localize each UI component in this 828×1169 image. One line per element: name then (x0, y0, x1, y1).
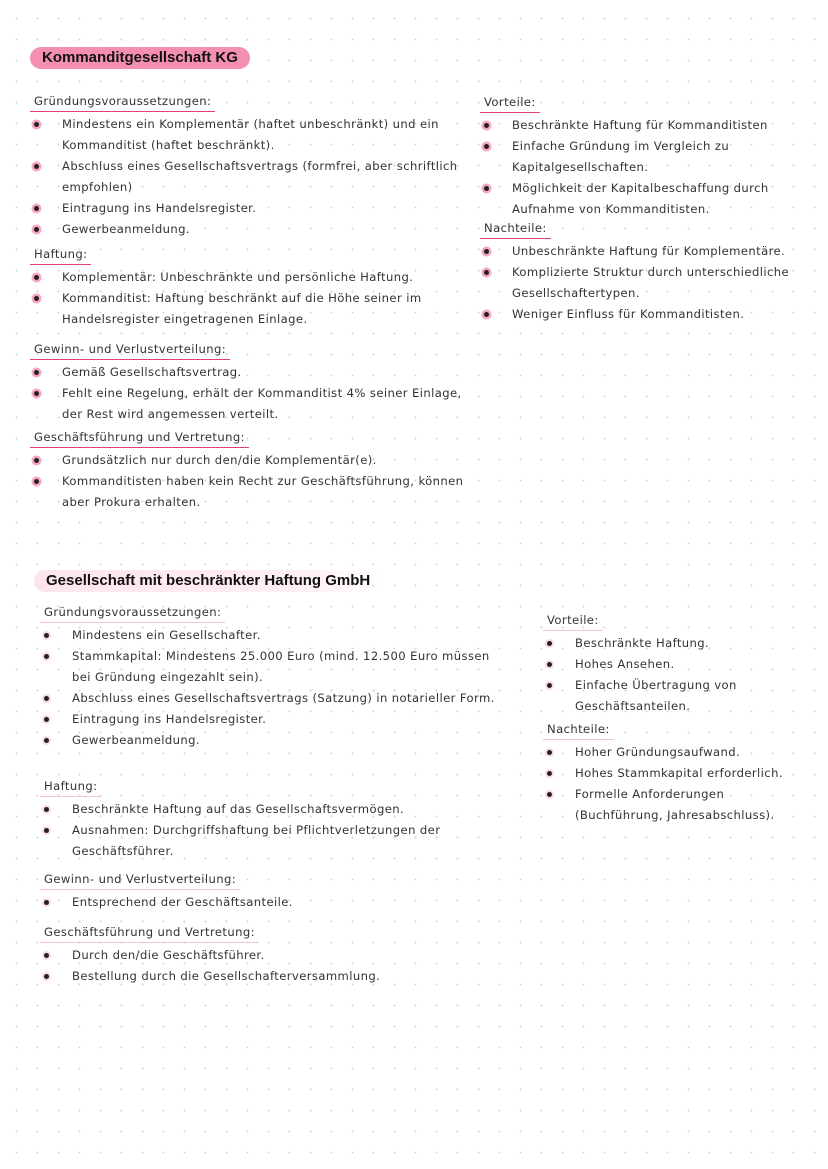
block-heading: Gewinn- und Verlustverteilung: (40, 870, 240, 890)
list-item (543, 675, 803, 717)
bullet-icon (44, 974, 49, 979)
list-item-text: Gewerbeanmeldung. (72, 733, 200, 747)
left-block-0-0 (30, 92, 470, 240)
list-item (30, 114, 470, 156)
list-item-text: Abschluss eines Gesellschaftsvertrags (formfrei, aber schriftlich empfohlen) (62, 159, 458, 194)
bullet-icon (484, 270, 489, 275)
list-item (543, 784, 803, 826)
list-item (30, 362, 470, 383)
list-item (480, 262, 810, 304)
block-heading: Gewinn- und Verlustverteilung: (30, 340, 230, 360)
bullet-icon (484, 186, 489, 191)
right-block-0-0 (480, 93, 810, 220)
bullet-icon (44, 828, 49, 833)
right-block-1-1 (543, 720, 803, 826)
right-block-1-0 (543, 611, 803, 717)
list-item (40, 966, 505, 987)
bullet-icon (484, 144, 489, 149)
list-item (30, 198, 470, 219)
block-heading: Geschäftsführung und Vertretung: (30, 428, 249, 448)
list-item (480, 115, 810, 136)
bullet-icon (44, 654, 49, 659)
list-item (480, 241, 810, 262)
list-item-text: Durch den/die Geschäftsführer. (72, 948, 265, 962)
block-heading: Haftung: (30, 245, 91, 265)
bullet-icon (44, 900, 49, 905)
left-block-0-2 (30, 340, 470, 425)
bullet-icon (34, 122, 39, 127)
block-heading: Geschäftsführung und Vertretung: (40, 923, 259, 943)
block-heading: Haftung: (40, 777, 101, 797)
list-item-text: Komplizierte Struktur durch unterschiedliche Gesellschaftertypen. (512, 265, 790, 300)
bullet-icon (44, 633, 49, 638)
left-block-0-3 (30, 428, 470, 513)
list-item (40, 688, 505, 709)
list-item-text: Entsprechend der Geschäftsanteile. (72, 895, 293, 909)
list-item-text: Mindestens ein Gesellschafter. (72, 628, 261, 642)
right-block-0-1 (480, 219, 810, 325)
list-item-text: Komplementär: Unbeschränkte und persönliche Haftung. (62, 270, 414, 284)
bullet-icon (547, 641, 552, 646)
list-item-text: Hoher Gründungsaufwand. (575, 745, 741, 759)
bullet-icon (34, 275, 39, 280)
bullet-icon (547, 683, 552, 688)
list-item (30, 219, 470, 240)
list-item-text: Einfache Übertragung von Geschäftsanteilen. (575, 678, 737, 713)
list-item-text: Hohes Ansehen. (575, 657, 675, 671)
bullet-icon (44, 953, 49, 958)
list-item (40, 730, 505, 751)
left-block-1-3 (40, 923, 505, 987)
block-heading: Nachteile: (480, 219, 551, 239)
section-title-gmbh: Gesellschaft mit beschränkter Haftung GmbH (34, 570, 382, 592)
list-item (40, 892, 505, 913)
bullet-icon (34, 206, 39, 211)
list-item (480, 178, 810, 220)
list-item (543, 742, 803, 763)
bullet-icon (34, 391, 39, 396)
list-item-text: Ausnahmen: Durchgriffshaftung bei Pflichtverletzungen der Geschäftsführer. (72, 823, 441, 858)
list-item (30, 450, 470, 471)
bullet-icon (34, 458, 39, 463)
list-item-text: Stammkapital: Mindestens 25.000 Euro (mind. 12.500 Euro müssen bei Gründung eingezahlt sein). (72, 649, 490, 684)
list-item-text: Grundsätzlich nur durch den/die Komplementär(e). (62, 453, 377, 467)
list-item-text: Formelle Anforderungen (Buchführung, Jahresabschluss). (575, 787, 775, 822)
bullet-icon (34, 479, 39, 484)
bullet-icon (44, 717, 49, 722)
bullet-icon (547, 750, 552, 755)
bullet-icon (547, 771, 552, 776)
list-item (543, 654, 803, 675)
list-item-text: Einfache Gründung im Vergleich zu Kapitalgesellschaften. (512, 139, 730, 174)
list-item (543, 763, 803, 784)
block-heading: Vorteile: (480, 93, 540, 113)
list-item (40, 799, 505, 820)
list-item (30, 383, 470, 425)
block-heading: Nachteile: (543, 720, 614, 740)
bullet-icon (44, 696, 49, 701)
list-item-text: Eintragung ins Handelsregister. (62, 201, 257, 215)
bullet-icon (34, 164, 39, 169)
list-item-text: Beschränkte Haftung auf das Gesellschaftsvermögen. (72, 802, 405, 816)
left-block-1-2 (40, 870, 505, 913)
list-item-text: Kommanditist: Haftung beschränkt auf die Höhe seiner im Handelsregister eingetragenen Einlage. (62, 291, 422, 326)
list-item-text: Gewerbeanmeldung. (62, 222, 190, 236)
section-title-kg: Kommanditgesellschaft KG (30, 47, 250, 69)
bullet-icon (547, 662, 552, 667)
list-item-text: Fehlt eine Regelung, erhält der Kommanditist 4% seiner Einlage, der Rest wird angemessen verteilt. (62, 386, 462, 421)
list-item-text: Beschränkte Haftung. (575, 636, 710, 650)
list-item (40, 646, 505, 688)
list-item (40, 625, 505, 646)
list-item (40, 709, 505, 730)
list-item-text: Unbeschränkte Haftung für Komplementäre. (512, 244, 786, 258)
list-item-text: Weniger Einfluss für Kommanditisten. (512, 307, 745, 321)
list-item (30, 471, 470, 513)
list-item-text: Bestellung durch die Gesellschafterversammlung. (72, 969, 381, 983)
bullet-icon (484, 312, 489, 317)
block-heading: Gründungsvoraussetzungen: (40, 603, 225, 623)
block-heading: Vorteile: (543, 611, 603, 631)
list-item-text: Gemäß Gesellschaftsvertrag. (62, 365, 242, 379)
left-block-0-1 (30, 245, 470, 330)
left-block-1-1 (40, 777, 505, 862)
list-item-text: Kommanditisten haben kein Recht zur Geschäftsführung, können aber Prokura erhalten. (62, 474, 464, 509)
list-item-text: Mindestens ein Komplementär (haftet unbeschränkt) und ein Kommanditist (haftet beschränkt). (62, 117, 439, 152)
list-item (543, 633, 803, 654)
list-item-text: Hohes Stammkapital erforderlich. (575, 766, 783, 780)
list-item-text: Abschluss eines Gesellschaftsvertrags (Satzung) in notarieller Form. (72, 691, 495, 705)
bullet-icon (547, 792, 552, 797)
list-item (480, 136, 810, 178)
list-item (30, 156, 470, 198)
bullet-icon (44, 738, 49, 743)
list-item-text: Möglichkeit der Kapitalbeschaffung durch Aufnahme von Kommanditisten. (512, 181, 769, 216)
bullet-icon (484, 249, 489, 254)
bullet-icon (34, 370, 39, 375)
bullet-icon (484, 123, 489, 128)
list-item (480, 304, 810, 325)
list-item (30, 267, 470, 288)
bullet-icon (34, 227, 39, 232)
bullet-icon (44, 807, 49, 812)
left-block-1-0 (40, 603, 505, 751)
list-item (40, 820, 505, 862)
bullet-icon (34, 296, 39, 301)
list-item-text: Beschränkte Haftung für Kommanditisten (512, 118, 768, 132)
list-item (40, 945, 505, 966)
list-item (30, 288, 470, 330)
list-item-text: Eintragung ins Handelsregister. (72, 712, 267, 726)
block-heading: Gründungsvoraussetzungen: (30, 92, 215, 112)
